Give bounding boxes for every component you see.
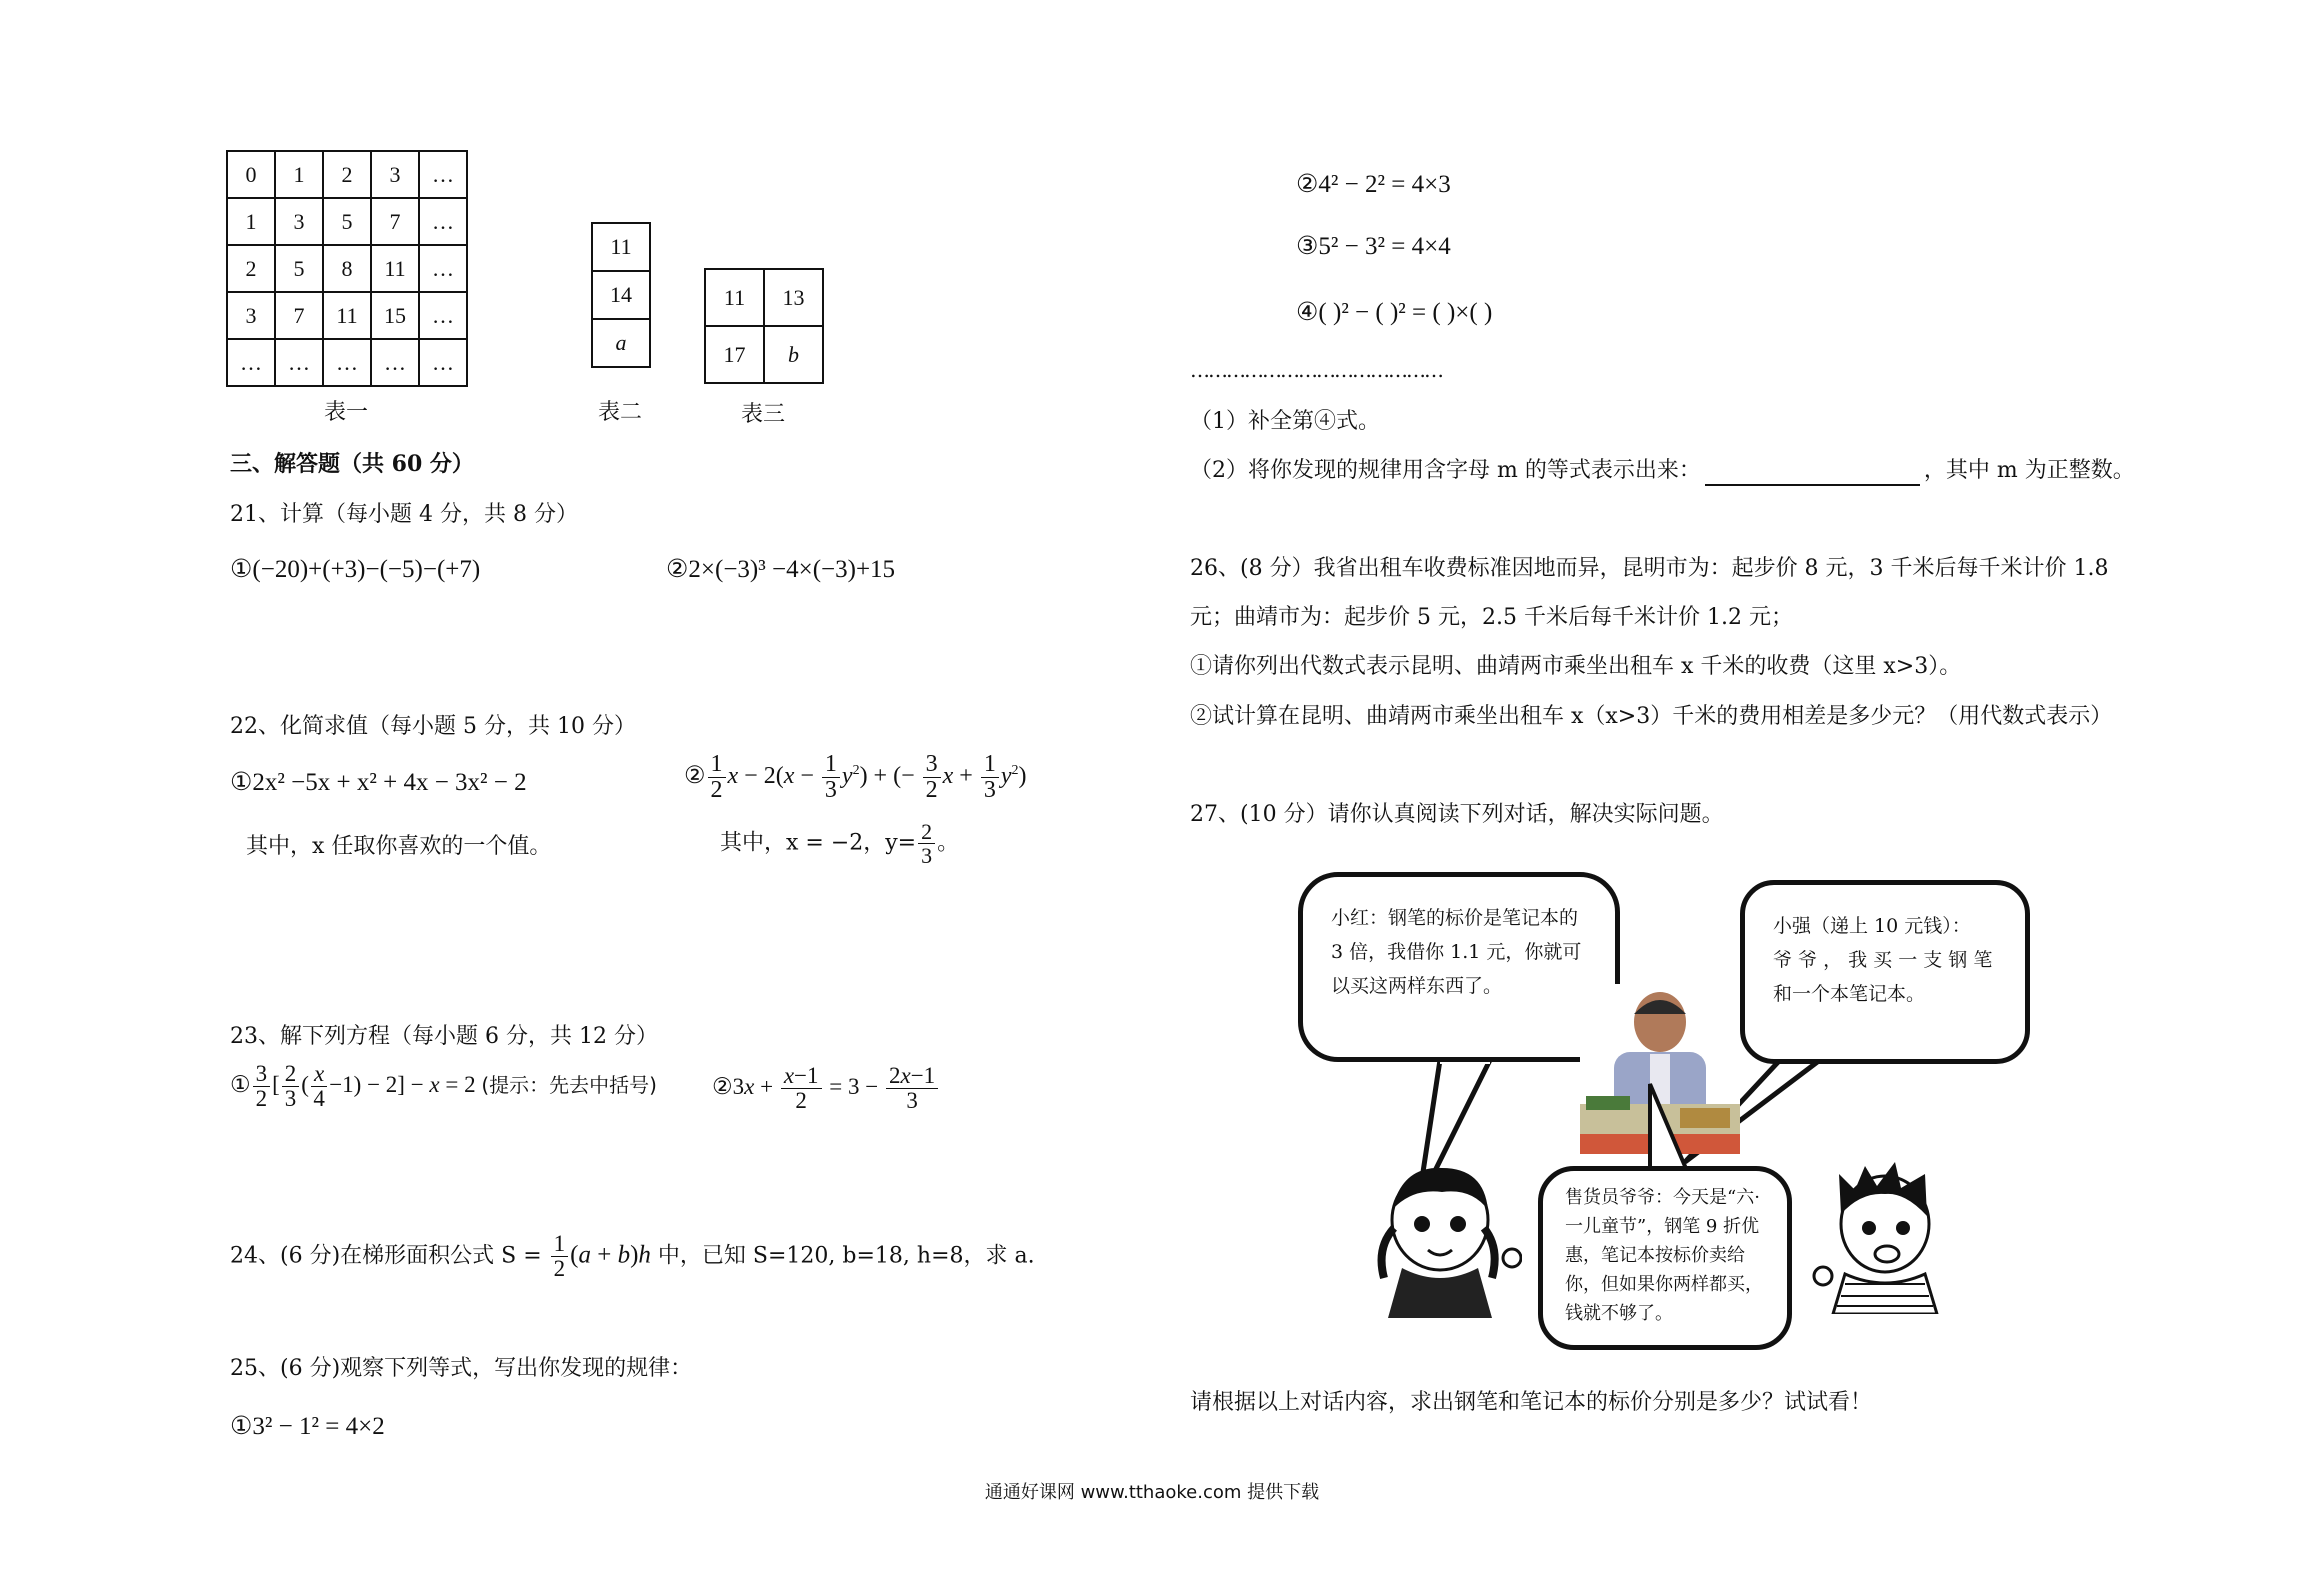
q24: 24、(6 分)在梯形面积公式 S = $\frac{1}{2}$ (a + b)h 中，已知 S=120, b=18, h=8，求 a. — [230, 1231, 1035, 1282]
table1-row — [227, 245, 467, 292]
table1-cell: 1 — [227, 198, 275, 245]
table-2 — [591, 222, 651, 368]
dotted-separator: …………………………………… — [1190, 358, 1442, 382]
table1-cell: 7 — [275, 292, 323, 339]
speech-bubble-xiaohong: 小红：钢笔的标价是笔记本的 3 倍，我借你 1.1 元，你就可以买这两样东西了。 — [1298, 872, 1620, 1062]
speech-bubble-xiaoqiang: 小强（递上 10 元钱）： 爷 爷 ， 我 买 一 支 钢 笔 和一个本笔记本。 — [1740, 880, 2030, 1064]
table1-cell: … — [419, 151, 467, 198]
table1-cell: … — [419, 245, 467, 292]
table1-cell: … — [419, 339, 467, 386]
table1-cell: 5 — [323, 198, 371, 245]
table-2-caption: 表二 — [597, 400, 642, 425]
table2-cell: 11 — [592, 223, 650, 271]
q25-sub2: （2）将你发现的规律用含字母 m 的等式表示出来： ，其中 m 为正整数。 — [1190, 456, 2135, 486]
table3-cell: 17 — [705, 326, 764, 383]
q21-title: 21、计算（每小题 4 分，共 8 分） — [230, 502, 578, 527]
table1-cell: 1 — [275, 151, 323, 198]
table-1-caption: 表一 — [323, 400, 368, 425]
q26-line2: 元；曲靖市为：起步价 5 元，2.5 千米后每千米计价 1.2 元； — [1190, 605, 1793, 630]
table1-cell: 11 — [323, 292, 371, 339]
q26-line1: 26、(8 分）我省出租车收费标准因地而异，昆明市为：起步价 8 元，3 千米后每千米计价 1.8 — [1190, 556, 2109, 581]
q25-title: 25、(6 分)观察下列等式，写出你发现的规律： — [230, 1356, 693, 1381]
table2-cell: a — [592, 319, 650, 367]
table1-cell: 3 — [227, 292, 275, 339]
table1-cell: 2 — [227, 245, 275, 292]
table1-row — [227, 339, 467, 386]
table1-cell: 2 — [323, 151, 371, 198]
speech-bubble-shopkeeper: 售货员爷爷：今天是“六·一儿童节”，钢笔 9 折优惠，笔记本按标价卖给你，但如果你两样都买，钱就不够了。 — [1538, 1166, 1792, 1350]
table1-cell: … — [227, 339, 275, 386]
table1-cell: 5 — [275, 245, 323, 292]
table1-cell: 15 — [371, 292, 419, 339]
table-3 — [704, 268, 824, 384]
q23-part2: ②3x + $\frac{x-1}{2}$ = 3 − $\frac{2x-1}{3}$ — [712, 1064, 940, 1113]
q23-part1: ① $\frac{3}{2}$ [ $\frac{2}{3}$ ( $\frac{x}{4}$ −1) − 2] − x = 2 (提示：先去中括号) — [230, 1061, 657, 1112]
table1-cell: … — [275, 339, 323, 386]
table1-cell: 7 — [371, 198, 419, 245]
table-3-caption: 表三 — [740, 402, 785, 427]
boy-illustration — [1805, 1154, 1955, 1314]
table1-cell: 3 — [371, 151, 419, 198]
table1-cell: 0 — [227, 151, 275, 198]
q21-part2: ②2×(−3)³ −4×(−3)+15 — [666, 556, 896, 583]
q25-eq1: ①3² − 1² = 4×2 — [230, 1413, 385, 1440]
q22-part2-note: 其中，x = −2，y= $\frac{2}{3}$ 。 — [720, 819, 960, 869]
table2-cell: 14 — [592, 271, 650, 319]
q22-part2: ② $\frac{1}{2}$ x − 2(x − $\frac{1}{3}$ $y^2$) + (− $\frac{3}{2}$ x + $\frac{1}{3}$ $y^2$) — [684, 751, 1027, 804]
table2-row — [592, 319, 650, 367]
table1-row — [227, 151, 467, 198]
q27-title: 27、(10 分）请你认真阅读下列对话，解决实际问题。 — [1190, 802, 1724, 827]
q25-eq2: ②4² − 2² = 4×3 — [1296, 171, 1451, 198]
table1-cell: … — [371, 339, 419, 386]
table1-cell: … — [419, 198, 467, 245]
table1-cell: … — [419, 292, 467, 339]
table1-row — [227, 292, 467, 339]
table1-cell: 8 — [323, 245, 371, 292]
q22-part1-note: 其中，x 任取你喜欢的一个值。 — [246, 834, 552, 859]
table3-row — [705, 326, 823, 383]
table2-row — [592, 223, 650, 271]
table1-cell: … — [323, 339, 371, 386]
table3-cell: 11 — [705, 269, 764, 326]
answer-blank — [1705, 460, 1920, 486]
q25-sub1: （1）补全第④式。 — [1190, 409, 1380, 434]
table3-cell: 13 — [764, 269, 823, 326]
table1-row — [227, 198, 467, 245]
girl-illustration — [1372, 1158, 1522, 1318]
table2-row — [592, 271, 650, 319]
q26-line3: ①请你列出代数式表示昆明、曲靖两市乘坐出租车 x 千米的收费（这里 x>3）。 — [1190, 654, 1962, 679]
q21-part1: ①(−20)+(+3)−(−5)−(+7) — [230, 556, 481, 583]
footer-credit: 通通好课网 www.tthaoke.com 提供下载 — [984, 1482, 1320, 1503]
table1-cell: 11 — [371, 245, 419, 292]
section-3-title: 三、解答题（共 60 分） — [230, 451, 474, 477]
q25-eq4: ④( )² − ( )² = ( )×( ) — [1296, 299, 1493, 326]
q22-title: 22、化简求值（每小题 5 分，共 10 分） — [230, 714, 636, 739]
table3-cell: b — [764, 326, 823, 383]
q23-title: 23、解下列方程（每小题 6 分，共 12 分） — [230, 1024, 658, 1049]
q22-part1: ①2x² −5x + x² + 4x − 3x² − 2 — [230, 769, 527, 796]
q26-line4: ②试计算在昆明、曲靖两市乘坐出租车 x（x>3）千米的费用相差是多少元？（用代数式表示） — [1190, 704, 2113, 729]
table1-cell: 3 — [275, 198, 323, 245]
q25-eq3: ③5² − 3² = 4×4 — [1296, 233, 1451, 260]
q27-question: 请根据以上对话内容，求出钢笔和笔记本的标价分别是多少？试试看！ — [1190, 1390, 1873, 1415]
table3-row — [705, 269, 823, 326]
table-1 — [226, 150, 468, 387]
